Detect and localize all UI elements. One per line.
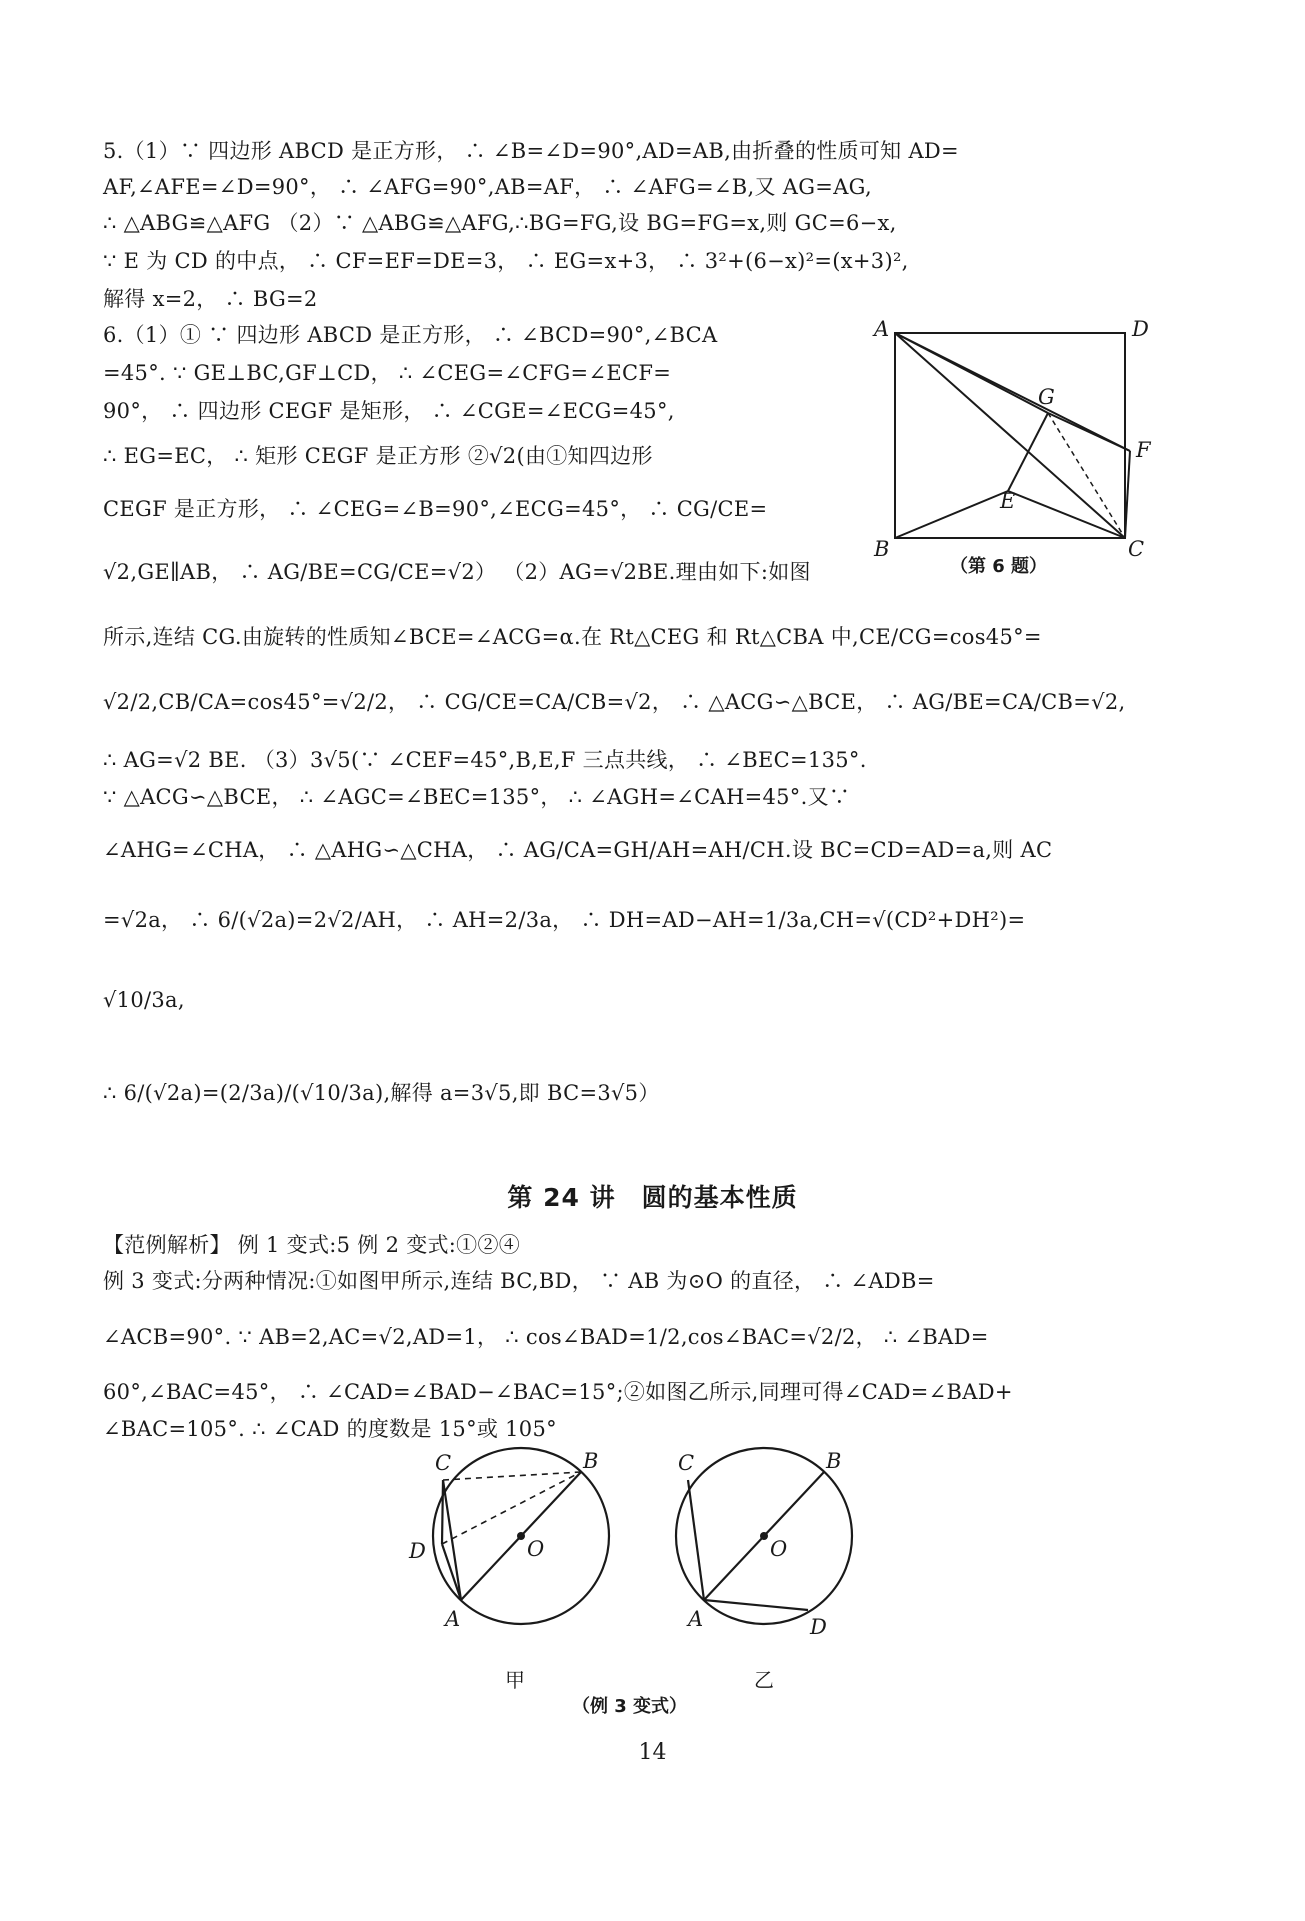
p5-line-4: ∵ E 为 CD 的中点， ∴ CF=EF=DE=3， ∴ EG=x+3， ∴ 3²+(6−x)²=(x+3)²,	[103, 249, 909, 273]
subcaption-jia: 甲	[505, 1668, 525, 1692]
p6-line-12: =√2a， ∴ 6/(√2a)=2√2/AH， ∴ AH=2/3a， ∴ DH=AD−AH=1/3a,CH=√(CD²+DH²)=	[103, 908, 1026, 932]
p6-line-2: =45°. ∵ GE⊥BC,GF⊥CD， ∴ ∠CEG=∠CFG=∠ECF=	[103, 361, 672, 385]
p6-line-10: ∵ △ACG∽△BCE， ∴ ∠AGC=∠BEC=135°， ∴ ∠AGH=∠CAH=45°.又∵	[103, 785, 851, 809]
segment-ec	[1008, 491, 1125, 538]
p5-line-1: 5.（1）∵ 四边形 ABCD 是正方形， ∴ ∠B=∠D=90°,AD=AB,由折叠的性质可知 AD=	[103, 139, 959, 163]
section-title: 第 24 讲 圆的基本性质	[507, 1183, 798, 1212]
label-c: C	[1128, 537, 1145, 561]
p5-line-2: AF,∠AFE=∠D=90°， ∴ ∠AFG=90°,AB=AF， ∴ ∠AFG=∠B,又 AG=AG,	[103, 175, 872, 199]
label-f: F	[1136, 438, 1151, 462]
p6-line-11: ∠AHG=∠CHA， ∴ △AHG∽△CHA， ∴ AG/CA=GH/AH=AH/CH.设 BC=CD=AD=a,则 AC	[103, 838, 1053, 862]
p6-line-6: √2,GE∥AB， ∴ AG/BE=CG/CE=√2） （2）AG=√2BE.理由如下:如图	[103, 560, 811, 584]
chord-ac-yi	[688, 1480, 704, 1600]
label-d-yi: D	[810, 1615, 827, 1639]
p6-line-4: ∴ EG=EC， ∴ 矩形 CEGF 是正方形 ②√2(由①知四边形	[103, 444, 653, 468]
label-c-jia: C	[435, 1451, 452, 1475]
example3-figure-caption: （例 3 变式）	[572, 1696, 688, 1717]
circle-figure-jia	[405, 1440, 625, 1640]
label-o-yi: O	[770, 1537, 788, 1561]
label-g: G	[1038, 385, 1055, 409]
sec-line-5: ∠BAC=105°. ∴ ∠CAD 的度数是 15°或 105°	[103, 1417, 557, 1441]
segment-be	[895, 491, 1008, 538]
page-number: 14	[638, 1740, 667, 1765]
label-e: E	[1000, 489, 1016, 513]
label-b-yi: B	[826, 1449, 842, 1473]
segment-ge	[1008, 413, 1048, 491]
circle-figure-yi	[660, 1440, 880, 1640]
sec-line-1: 【范例解析】 例 1 变式:5 例 2 变式:①②④	[103, 1233, 521, 1257]
p6-line-5: CEGF 是正方形， ∴ ∠CEG=∠B=90°,∠ECG=45°， ∴ CG/CE=	[103, 497, 768, 521]
center-dot-yi	[760, 1532, 768, 1540]
sec-line-2: 例 3 变式:分两种情况:①如图甲所示,连结 BC,BD， ∵ AB 为⊙O 的直径， ∴ ∠ADB=	[103, 1269, 935, 1293]
chord-bd-dashed	[442, 1472, 581, 1544]
sec-line-3: ∠ACB=90°. ∵ AB=2,AC=√2,AD=1， ∴ cos∠BAD=1/2,cos∠BAC=√2/2， ∴ ∠BAD=	[103, 1325, 989, 1349]
subcaption-yi: 乙	[754, 1668, 774, 1692]
label-b: B	[874, 537, 890, 561]
label-a: A	[874, 317, 890, 341]
p5-line-3: ∴ △ABG≌△AFG （2）∵ △ABG≌△AFG,∴BG=FG,设 BG=FG=x,则 GC=6−x,	[103, 211, 897, 235]
problem6-figure-caption: （第 6 题）	[950, 556, 1048, 577]
p6-line-14: ∴ 6/(√2a)=(2/3a)/(√10/3a),解得 a=3√5,即 BC=3√5）	[103, 1081, 660, 1105]
label-a-yi: A	[688, 1607, 704, 1631]
problem6-figure	[870, 317, 1170, 561]
label-d: D	[1132, 317, 1149, 341]
center-dot-jia	[517, 1532, 525, 1540]
p6-line-9: ∴ AG=√2 BE. （3）3√5(∵ ∠CEF=45°,B,E,F 三点共线， ∴ ∠BEC=135°.	[103, 748, 867, 772]
p6-line-13: √10/3a,	[103, 988, 185, 1012]
segment-af	[895, 333, 1130, 451]
sec-line-4: 60°,∠BAC=45°， ∴ ∠CAD=∠BAD−∠BAC=15°;②如图乙所示,同理可得∠CAD=∠BAD+	[103, 1380, 1013, 1404]
chord-cd-jia	[442, 1480, 443, 1544]
p5-line-5: 解得 x=2， ∴ BG=2	[103, 287, 318, 311]
p6-line-3: 90°， ∴ 四边形 CEGF 是矩形， ∴ ∠CGE=∠ECG=45°,	[103, 399, 675, 423]
p6-line-1: 6.（1）① ∵ 四边形 ABCD 是正方形， ∴ ∠BCD=90°,∠BCA	[103, 323, 718, 347]
chord-bc-dashed	[443, 1472, 581, 1480]
chord-ad-yi	[704, 1600, 808, 1610]
label-d-jia: D	[409, 1539, 426, 1563]
label-c-yi: C	[678, 1451, 695, 1475]
p6-line-7: 所示,连结 CG.由旋转的性质知∠BCE=∠ACG=α.在 Rt△CEG 和 Rt△CBA 中,CE/CG=cos45°=	[103, 625, 1042, 649]
label-b-jia: B	[583, 1449, 599, 1473]
label-o-jia: O	[527, 1537, 545, 1561]
p6-line-8: √2/2,CB/CA=cos45°=√2/2， ∴ CG/CE=CA/CB=√2， ∴ △ACG∽△BCE， ∴ AG/BE=CA/CB=√2,	[103, 690, 1126, 714]
label-a-jia: A	[445, 1607, 461, 1631]
